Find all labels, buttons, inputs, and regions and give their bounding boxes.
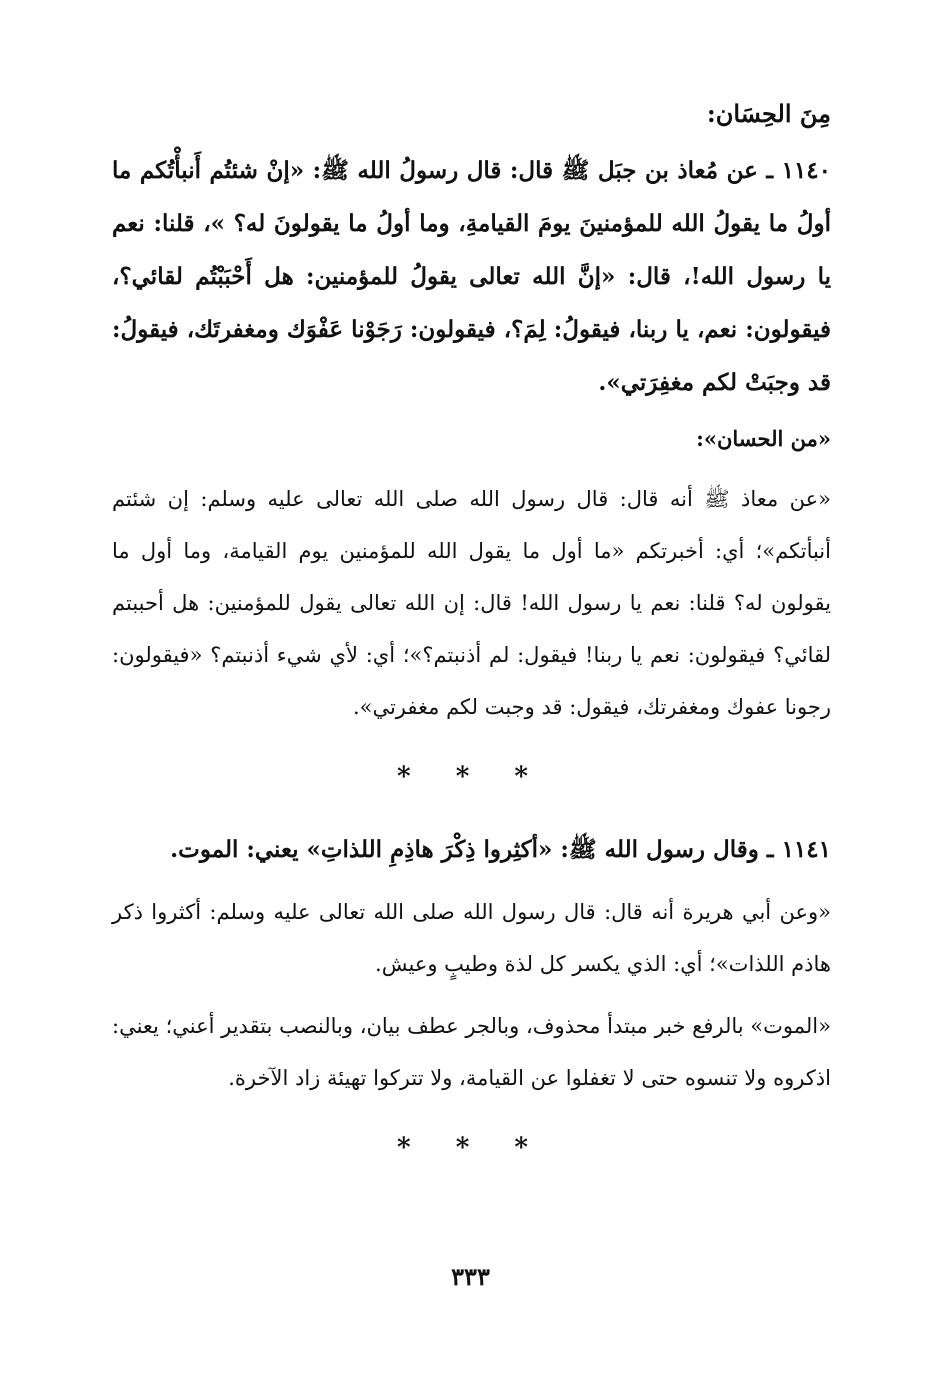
- page-body: [112, 92, 831, 1194]
- commentary-1141-grammar-text: «الموت» بالرفع خبر مبتدأ محذوف، وبالجر عطف بيان، وبالنصب بتقدير أعني؛ يعني: اذكروه ولا تنسوه حتى لا تغفلوا عن القيامة، ولا تتركوا تهيئة زاد الآخرة.: [112, 1014, 831, 1090]
- spacer: [112, 876, 831, 886]
- section-separator: * * *: [397, 762, 546, 792]
- commentary-heading: «من الحسان»:: [696, 426, 831, 451]
- hadith-1140-text: ١١٤٠ ـ عن مُعاذ بن جبَل ﷺ قال: قال رسولُ الله ﷺ: «إنْ شئتُم أَنبأْتُكم ما أولُ ما يقولُ الله للمؤمنينَ يومَ القيامةِ، وما أولُ ما يقولونَ له؟ »، قلنا: نعم يا رسول الله!، قال: «إنَّ الله تعالى يقولُ للمؤمنين: هل أَحْبَبْتُم لقائي؟، فيقولون: نعم، يا ربنا، فيقولُ: لِمَ؟، فيقولون: رَجَوْنا عَفْوَك ومغفرتَك، فيقولُ: قد وجبَتْ لكم مغفِرَتي».: [112, 157, 831, 396]
- hadith-1141-text: ١١٤١ ـ وقال رسول الله ﷺ: «أكثِروا ذِكْرَ هاذِمِ اللذاتِ» يعني: الموت.: [170, 836, 831, 863]
- commentary-1141-text: «وعن أبي هريرة أنه قال: قال رسول الله صلى الله تعالى عليه وسلم: أكثروا ذكر هاذم اللذات»؛ أي: الذي يكسر كل لذة وطيبٍ وعيش.: [112, 900, 831, 976]
- section-heading: مِنَ الحِسَان:: [706, 99, 831, 128]
- commentary-1140-text: «عن معاذ ﷺ أنه قال: قال رسول الله صلى الله تعالى عليه وسلم: إن شئتم أنبأتكم»؛ أي: أخبرتكم «ما أول ما يقول الله للمؤمنين يوم القيامة، وما أول ما يقولون له؟ قلنا: نعم يا رسول الله! قال: إن الله تعالى يقول للمؤمنين: هل أحببتم لقائي؟ فيقولون: نعم يا ربنا! فيقول: لم أذنبتم؟»؛ أي: لأي شيء أذنبتم؟ «فيقولون: رجونا عفوك ومغفرتك، فيقول: قد وجبت لكم مغفرتي».: [112, 487, 831, 719]
- page-number: ٣٣٣: [451, 1262, 490, 1291]
- spacer: [112, 990, 831, 1000]
- section-separator: * * *: [397, 1133, 546, 1163]
